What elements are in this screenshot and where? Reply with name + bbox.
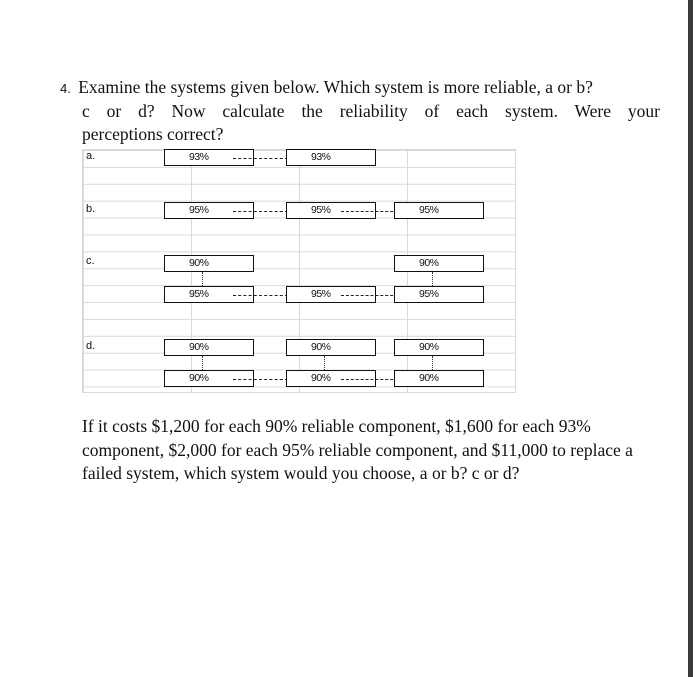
system-c-top-component-1: 90%	[164, 255, 254, 272]
system-c-parallel-link-1	[202, 272, 203, 286]
system-c-bottom-component-3: 95%	[394, 286, 484, 303]
system-c-bottom-component-2: 95%	[286, 286, 376, 303]
system-b-component-1: 95%	[164, 202, 254, 219]
system-d-connector-2	[341, 379, 398, 380]
system-d-label: d.	[86, 340, 96, 352]
question-text-line-3: perceptions correct?	[82, 124, 224, 144]
system-b-component-2: 95%	[286, 202, 376, 219]
system-d-connector-1	[233, 379, 288, 380]
system-b-component-3: 95%	[394, 202, 484, 219]
system-a-label: a.	[86, 150, 96, 162]
system-a-component-2: 93%	[286, 149, 376, 166]
system-c-bottom-component-1: 95%	[164, 286, 254, 303]
system-c-top-component-2: 90%	[394, 255, 484, 272]
cost-question-text: If it costs $1,200 for each 90% reliable component, $1,600 for each 93% component, $2,000 for each 95% reliable component, and $11,000 to replace a failed system, which system would you choose, a or b? c or d?	[82, 416, 633, 483]
system-b-label: b.	[86, 203, 96, 215]
system-d-top-component-2: 90%	[286, 339, 376, 356]
question-4	[60, 76, 660, 146]
system-d-bottom-component-1: 90%	[164, 370, 254, 387]
system-b-connector-1	[233, 211, 288, 212]
question-text-line-1: Examine the systems given below. Which system is more reliable, a or b?	[78, 77, 593, 97]
system-c-label: c.	[86, 255, 95, 267]
system-d-top-component-3: 90%	[394, 339, 484, 356]
question-number: 4.	[60, 81, 71, 96]
system-c-parallel-link-2	[432, 272, 433, 286]
system-c-connector-2	[341, 295, 398, 296]
system-d-top-component-1: 90%	[164, 339, 254, 356]
system-d-bottom-component-3: 90%	[394, 370, 484, 387]
system-d-parallel-link-2	[324, 356, 325, 370]
question-line-1	[60, 77, 593, 97]
question-text-line-2: c or d? Now calculate the reliability of each system. Were your	[82, 101, 660, 121]
system-a-connector-1	[233, 158, 288, 159]
system-a-component-1: 93%	[164, 149, 254, 166]
system-c-connector-1	[233, 295, 288, 296]
system-d-parallel-link-3	[432, 356, 433, 370]
system-b-connector-2	[341, 211, 398, 212]
page-edge-bar	[688, 0, 693, 677]
system-d-parallel-link-1	[202, 356, 203, 370]
system-d-bottom-component-2: 90%	[286, 370, 376, 387]
